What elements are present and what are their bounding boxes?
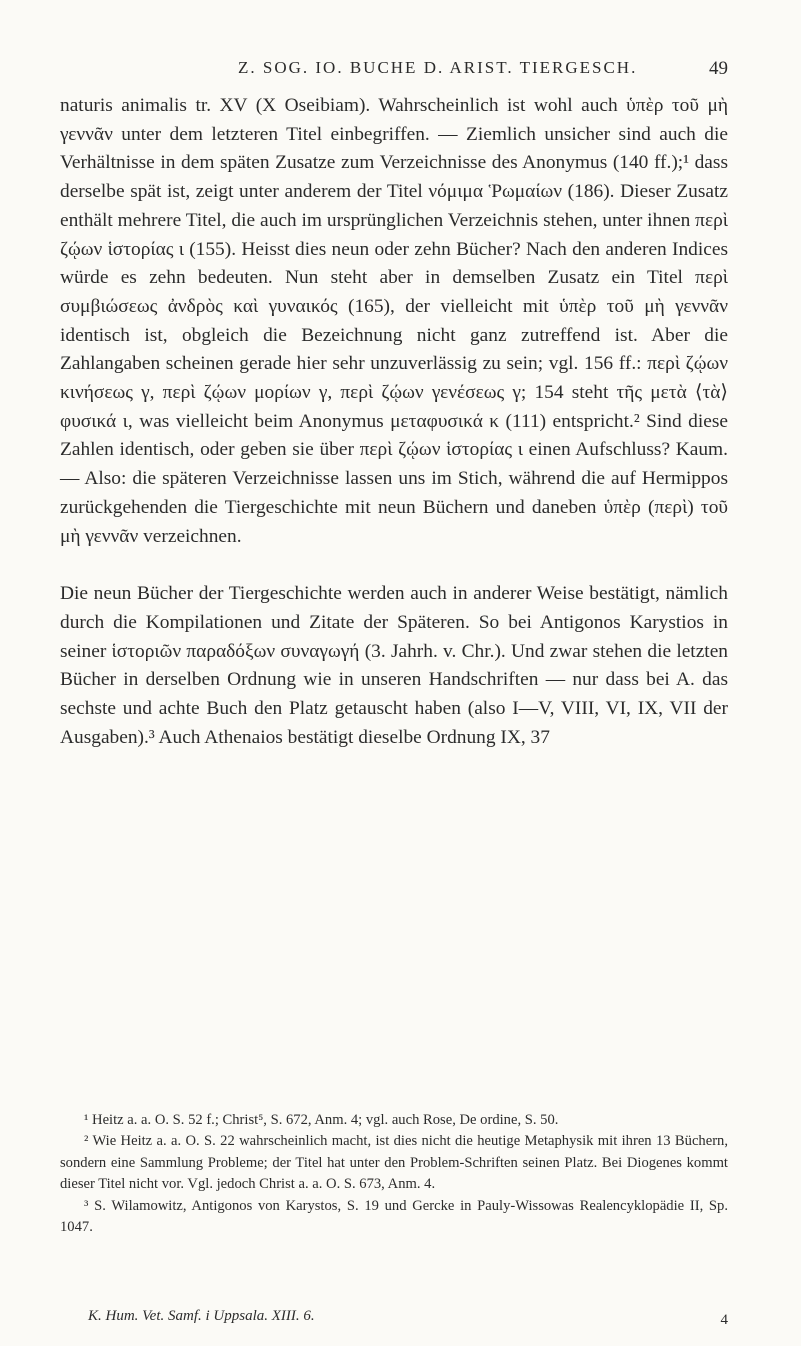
footnote-1: ¹ Heitz a. a. O. S. 52 f.; Christ⁵, S. 672, Anm. 4; vgl. auch Rose, De ordine, S. 50. [84,1112,559,1128]
running-head-title: Z. SOG. IO. BUCHE D. ARIST. TIERGESCH. [238,58,638,77]
signature-mark: 4 [720,1312,728,1328]
footnotes [60,1110,728,1238]
body-text [60,92,728,752]
paragraph-1: naturis animalis tr. XV (X Oseibiam). Wahrscheinlich ist wohl auch ὑπὲρ τοῦ μὴ γεννᾶν unter dem letzteren Titel einbegriffen. — Ziemlich unsicher sind auch die Verhältnisse in dem späten Zusatze zum Verzeichnisse des Anonymus (140 ff.);¹ dass derselbe spät ist, zeigt unter anderem der Titel νόμιμα Ῥωμαίων (186). Dieser Zusatz enthält mehrere Titel, die auch im ursprünglichen Verzeichnis stehen, unter ihnen περὶ ζῴων ἱστορίας ι (155). Heisst dies neun oder zehn Bücher? Nach den anderen Indices würde es zehn bedeuten. Nun steht aber in demselben Zusatz ein Titel περὶ συμβιώσεως ἀνδρὸς καὶ γυναικός (165), der vielleicht mit ὑπὲρ τοῦ μὴ γεννᾶν identisch ist, obgleich die Bezeichnung nicht ganz zutreffend ist. Aber die Zahlangaben scheinen gerade hier sehr unzuverlässig zu sein; vgl. 156 ff.: περὶ ζῴων κινήσεως γ, περὶ ζῴων μορίων γ, περὶ ζῴων γενέσεως γ; 154 steht τῆς μετὰ ⟨τὰ⟩ φυσικά ι, was vielleicht beim Anonymus μεταφυσικά κ (111) entspricht.² Sind diese Zahlen identisch, oder geben sie über περὶ ζῴων ἱστορίας ι einen Aufschluss? Kaum. — Also: die späteren Verzeichnisse lassen uns im Stich, während die auf Hermippos zurückgehenden die Tiergeschichte mit neun Büchern und daneben ὑπὲρ (περὶ) τοῦ μὴ γεννᾶν verzeichnen. [60,95,728,547]
paragraph-2: Die neun Bücher der Tiergeschichte werden auch in anderer Weise bestätigt, nämlich durch die Kompilationen und Zitate der Späteren. So bei Antigonos Karystios in seiner ἱστοριῶν παραδόξων συναγωγή (3. Jahrh. v. Chr.). Und zwar stehen die letzten Bücher in derselben Ordnung wie in unseren Handschriften — nur dass bei A. das sechste und achte Buch den Platz getauscht haben (also I—V, VIII, VI, IX, VII der Ausgaben).³ Auch Athenaios bestätigt dieselbe Ordnung IX, 37 [60,583,728,748]
footnote-3: ³ S. Wilamowitz, Antigonos von Karystos, S. 19 und Gercke in Pauly-Wissowas Realencyklopädie II, Sp. 1047. [60,1197,728,1236]
series-line: K. Hum. Vet. Samf. i Uppsala. XIII. 6. [88,1308,315,1324]
page-footer [88,1308,728,1328]
running-head [138,58,728,88]
page-number: 49 [709,58,728,79]
footnote-2: ² Wie Heitz a. a. O. S. 22 wahrscheinlich macht, ist dies nicht die heutige Metaphysik mit ihren 13 Büchern, sondern eine Sammlung Probleme; der Titel hat unter den Problem-Schriften seinen Platz. Bei Diogenes kommt dieser Titel nicht vor. Vgl. jedoch Christ a. a. O. S. 673, Anm. 4. [60,1133,728,1193]
